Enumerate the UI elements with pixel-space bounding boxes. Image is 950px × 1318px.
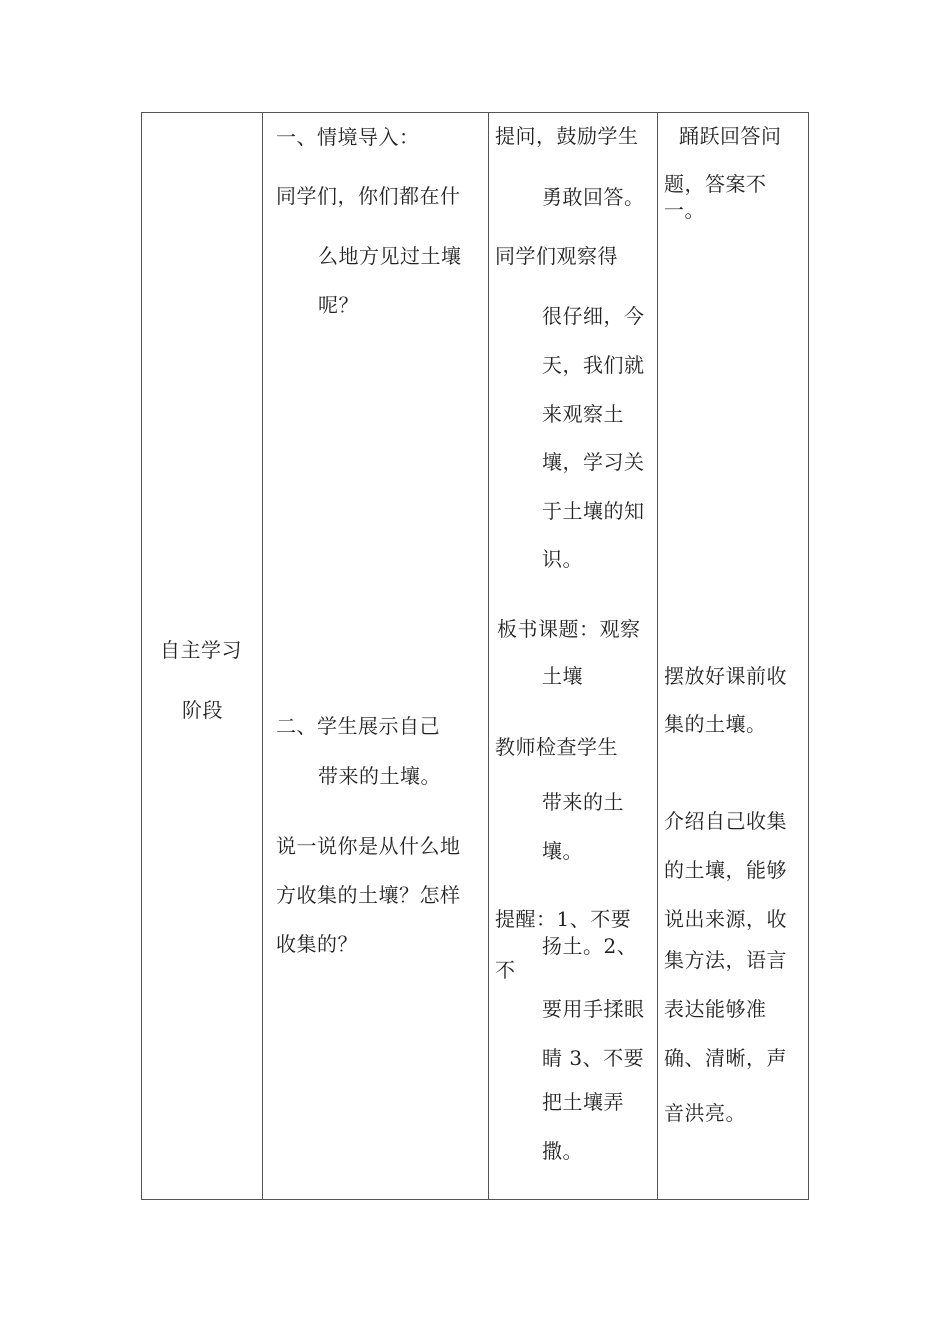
column-divider: [262, 113, 263, 1199]
teacher-text: 撒。: [542, 1139, 583, 1163]
content-text: 么地方见过土壤: [318, 244, 462, 268]
teacher-text: 土壤: [542, 664, 583, 688]
student-text: 一。: [664, 198, 705, 222]
teacher-text: 天，我们就: [542, 353, 645, 377]
column-divider: [657, 113, 658, 1199]
teacher-text: 于土壤的知: [542, 499, 645, 523]
section-title: 带来的土壤。: [318, 764, 441, 788]
teacher-text: 很仔细，今: [542, 304, 645, 328]
student-text: 题，答案不: [664, 172, 767, 196]
student-text: 说出来源，收: [664, 907, 787, 931]
teacher-text: 扬土。2、: [542, 934, 638, 958]
student-text: 集方法，语言: [664, 948, 787, 972]
student-text: 确、清晰，声: [664, 1046, 787, 1070]
teacher-text: 不: [495, 958, 516, 982]
teacher-text: 带来的土: [542, 790, 624, 814]
content-text: 呢？: [318, 293, 359, 317]
student-text: 集的土壤。: [664, 712, 767, 736]
teacher-text: 提问，鼓励学生: [495, 124, 639, 148]
stage-label: 阶段: [182, 698, 223, 722]
student-text: 摆放好课前收: [664, 664, 787, 688]
teacher-text: 识。: [542, 547, 583, 571]
section-title: 一、情境导入：: [276, 125, 420, 149]
teacher-text: 同学们观察得: [495, 244, 618, 268]
teacher-text: 壤。: [542, 839, 583, 863]
teacher-text: 勇敢回答。: [542, 185, 645, 209]
teacher-text: 来观察土: [542, 402, 624, 426]
column-divider: [488, 113, 489, 1199]
teacher-text: 教师检查学生: [495, 735, 618, 759]
teacher-text: 板书课题：观察: [497, 617, 641, 641]
content-text: 同学们，你们都在什: [276, 184, 461, 208]
section-title: 二、学生展示自己: [276, 714, 440, 738]
content-text: 说一说你是从什么地: [276, 834, 461, 858]
teacher-text: 壤，学习关: [542, 450, 645, 474]
teacher-text: 睛 3、不要: [542, 1046, 645, 1070]
student-text: 表达能够准: [664, 997, 767, 1021]
student-text: 音洪亮。: [664, 1101, 746, 1125]
content-text: 方收集的土壤？怎样: [276, 883, 461, 907]
stage-label: 自主学习: [160, 638, 242, 662]
teacher-text: 提醒：1、不要: [495, 907, 632, 931]
student-text: 踊跃回答问: [679, 124, 782, 148]
teacher-text: 要用手揉眼: [542, 997, 645, 1021]
content-text: 收集的？: [276, 932, 358, 956]
student-text: 介绍自己收集: [664, 809, 787, 833]
student-text: 的土壤，能够: [664, 858, 787, 882]
teacher-text: 把土壤弄: [542, 1090, 624, 1114]
